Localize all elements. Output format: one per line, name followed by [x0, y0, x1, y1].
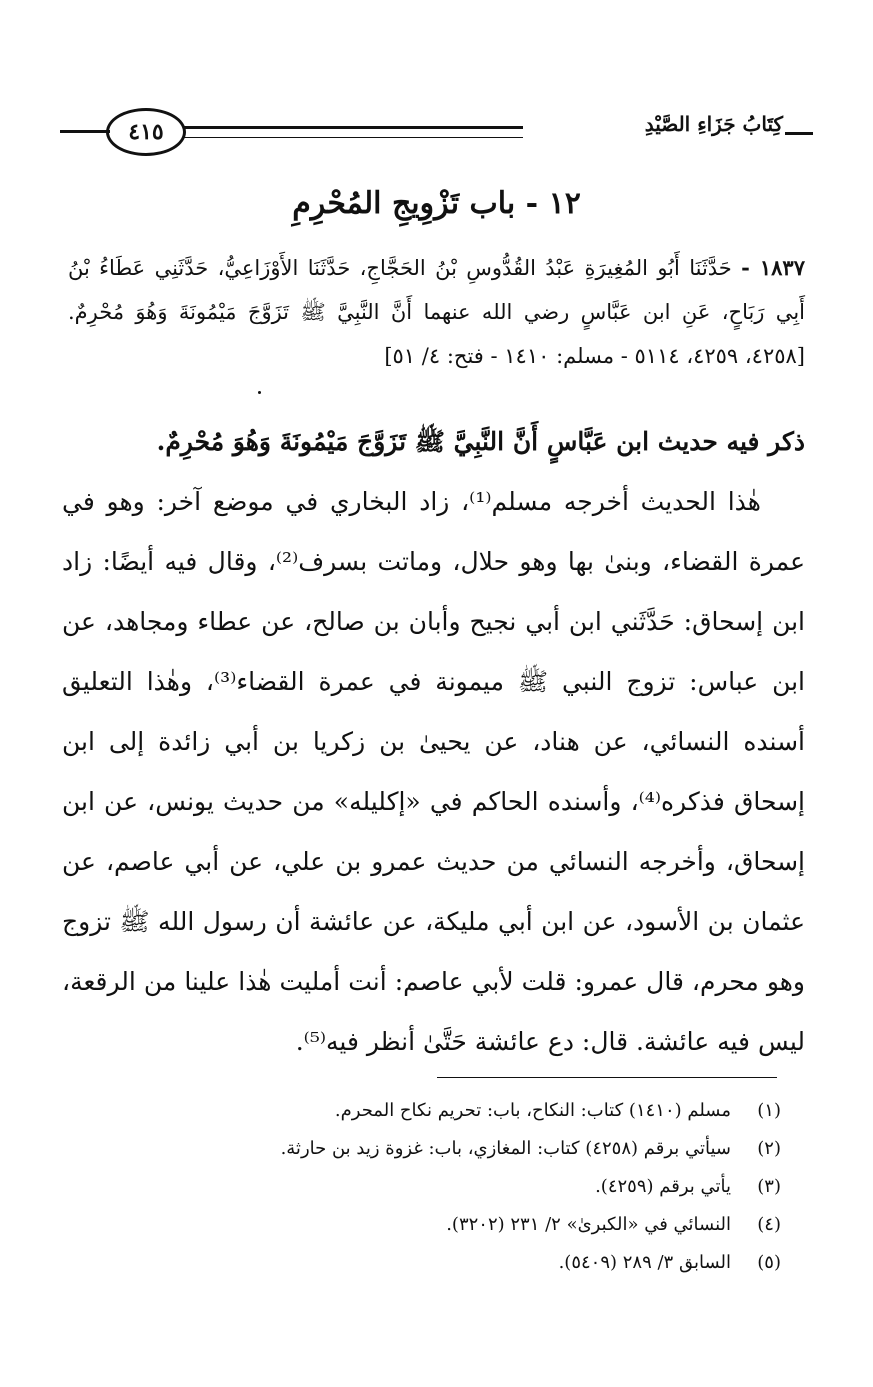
footnote-item: [60, 1168, 781, 1206]
footnote-item: [60, 1130, 781, 1168]
footnote-item: [60, 1092, 781, 1130]
footnote-text: يأتي برقم (٤٢٥٩).: [595, 1176, 731, 1197]
header-rule-right: [785, 132, 813, 135]
header-book-title: كِتَابُ جَزَاءِ الصَّيْدِ: [644, 112, 783, 136]
hadith-text: حَدَّثَنَا أَبُو المُغِيرَةِ عَبْدُ القُدُّوسِ بْنُ الحَجَّاجِ، حَدَّثَنَا الأَوْزَاعِيُّ، حَدَّثَنِي عَطَاءُ بْنُ أَبِي رَبَاحٍ، عَنِ ابن عَبَّاسٍ رضي الله عنهما أَنَّ النَّبِيَّ ﷺ تَزَوَّجَ مَيْمُونَةَ وَهُوَ مُحْرِمٌ. [٤٢٥٨، ٤٢٥٩، ٥١١٤ - مسلم: ١٤١٠ - فتح: ٤/ ٥١]: [68, 256, 805, 368]
commentary-paragraph: هٰذا الحديث أخرجه مسلم⁽¹⁾، زاد البخاري في موضع آخر: وهو في عمرة القضاء، وبنىٰ بها وهو حلال، وماتت بسرف⁽²⁾، وقال فيه أيضًا: زاد ابن إسحاق: حَدَّثَني ابن أبي نجيح وأبان بن صالح، عن عطاء ومجاهد، عن ابن عباس: تزوج النبي ﷺ ميمونة في عمرة القضاء⁽³⁾، وهٰذا التعليق أسنده النسائي، عن هناد، عن يحيىٰ بن زكريا بن أبي زائدة إلى ابن إسحاق فذكره⁽⁴⁾، وأسنده الحاكم في «إكليله» من حديث يونس، عن ابن إسحاق، وأخرجه النسائي من حديث عمرو بن علي، عن أبي عاصم، عن عثمان بن الأسود، عن ابن أبي مليكة، عن عائشة أن رسول الله ﷺ تزوج وهو محرم، قال عمرو: قلت لأبي عاصم: أنت أمليت هٰذا علينا من الرقعة، ليس فيه عائشة. قال: دع عائشة حَتَّىٰ أنظر فيه⁽⁵⁾.: [62, 487, 806, 1056]
header-rule-left: [60, 130, 110, 133]
footnote-number: (٤): [757, 1214, 781, 1235]
footnote-item: [60, 1206, 781, 1244]
footnote-number: (٢): [757, 1138, 781, 1159]
stray-dot: [258, 391, 261, 394]
footnote-number: (٥): [757, 1252, 781, 1273]
footnote-text: السابق ٣/ ٢٨٩ (٥٤٠٩).: [558, 1252, 731, 1273]
footnote-text: سيأتي برقم (٤٢٥٨) كتاب: المغازي، باب: غزوة زيد بن حارثة.: [280, 1138, 731, 1159]
footnote-text: النسائي في «الكبرىٰ» ٢/ ٢٣١ (٣٢٠٢).: [446, 1214, 731, 1235]
page-number-oval: [106, 108, 186, 156]
footnotes: [60, 1092, 781, 1282]
footnote-number: (٣): [757, 1176, 781, 1197]
commentary-intro: ذكر فيه حديث ابن عَبَّاسٍ أَنَّ النَّبِيَّ ﷺ تَزَوَّجَ مَيْمُونَةَ وَهُوَ مُحْرِمٌ.: [156, 427, 805, 456]
running-header: [60, 108, 813, 156]
hadith-number: ١٨٣٧ -: [741, 255, 805, 280]
header-rule-double: [178, 126, 523, 138]
chapter-title: ١٢ - باب تَزْوِيجِ المُحْرِمِ: [292, 186, 581, 221]
commentary: [62, 412, 805, 1072]
footnote-number: (١): [757, 1100, 781, 1121]
page-number: ٤١٥: [128, 119, 164, 145]
footnote-divider: [437, 1077, 777, 1078]
hadith-block: [68, 246, 805, 378]
footnote-item: [60, 1244, 781, 1282]
footnote-text: مسلم (١٤١٠) كتاب: النكاح، باب: تحريم نكاح المحرم.: [334, 1100, 731, 1121]
